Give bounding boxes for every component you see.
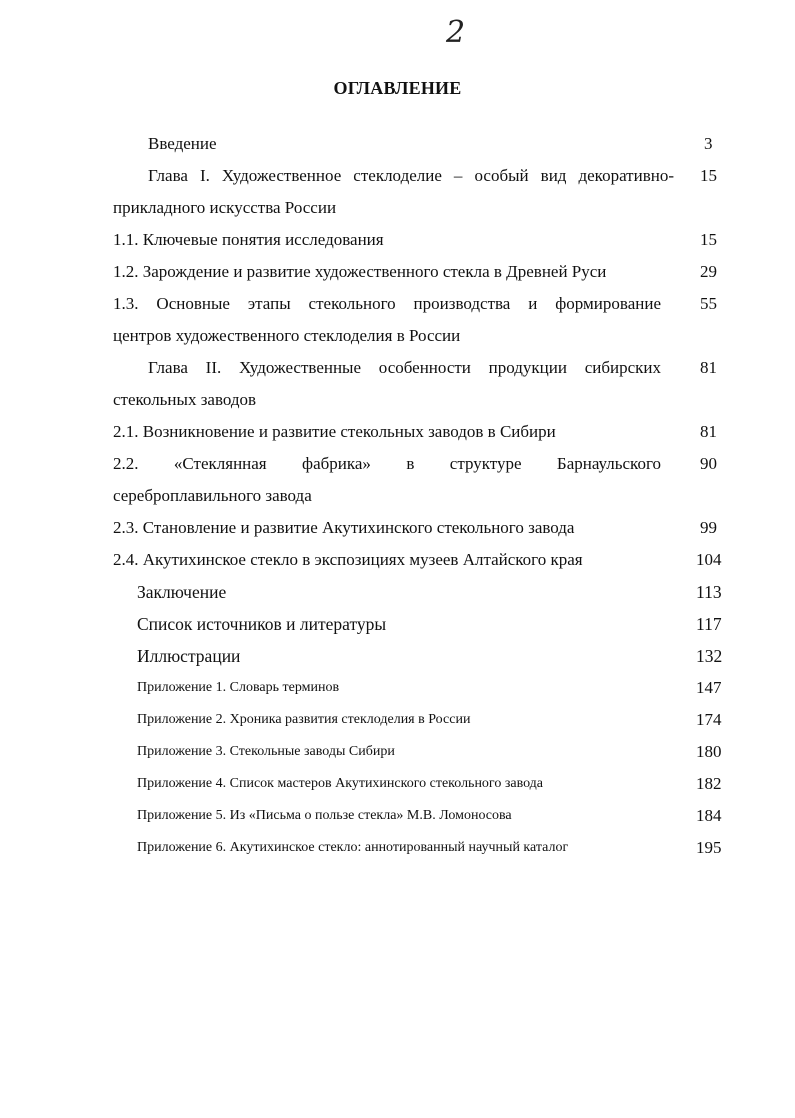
toc-entry-title: Приложение 5. Из «Письма о пользе стекла» М.В. Ломоносова bbox=[137, 808, 512, 823]
toc-entry-page: 132 bbox=[696, 646, 723, 666]
toc-entry-title-line2: стекольных заводов bbox=[113, 390, 257, 409]
toc-entry-title: Приложение 2. Хроника развития стеклоделия в России bbox=[137, 712, 471, 727]
toc-entry-title-line2: центров художественного стеклоделия в России bbox=[113, 326, 461, 345]
toc-entry-title-line1: 1.3. Основные этапы стекольного производства и формирование bbox=[113, 294, 661, 313]
toc-entry-title-line1: Глава I. Художественное стеклоделие – особый вид декоративно- bbox=[148, 166, 674, 185]
toc-entry-page: 180 bbox=[696, 742, 722, 761]
toc-entry-page: 81 bbox=[700, 358, 717, 377]
toc-entry-page: 99 bbox=[700, 518, 717, 537]
toc-entry-title: Приложение 6. Акутихинское стекло: аннотированный научный каталог bbox=[137, 840, 569, 855]
toc-entry-page: 90 bbox=[700, 454, 717, 473]
toc-entry-page: 174 bbox=[696, 710, 722, 729]
toc-entry-title: Заключение bbox=[137, 582, 227, 602]
toc-entry-title-line1: Глава II. Художественные особенности продукции сибирских bbox=[148, 358, 661, 377]
page-title: ОГЛАВЛЕНИЕ bbox=[333, 78, 462, 98]
toc-entry-page: 29 bbox=[700, 262, 717, 281]
toc-entry-title: Список источников и литературы bbox=[137, 614, 387, 634]
toc-entry-page: 195 bbox=[696, 838, 722, 857]
toc-entry-title: Введение bbox=[148, 134, 217, 153]
toc-entry-title: Приложение 1. Словарь терминов bbox=[137, 680, 340, 695]
toc-entry-title: Иллюстрации bbox=[137, 646, 241, 666]
toc-entry-page: 15 bbox=[700, 166, 717, 185]
toc-entry-page: 3 bbox=[704, 134, 713, 153]
toc-entry-page: 117 bbox=[696, 614, 722, 634]
toc-entry-page: 113 bbox=[696, 582, 722, 602]
toc-entry-title: Приложение 4. Список мастеров Акутихинского стекольного завода bbox=[137, 776, 544, 791]
toc-entry-title: 2.4. Акутихинское стекло в экспозициях музеев Алтайского края bbox=[113, 550, 583, 569]
toc-entry-page: 104 bbox=[696, 550, 722, 569]
toc-entry-title: 2.1. Возникновение и развитие стекольных заводов в Сибири bbox=[113, 422, 556, 441]
toc-entry-title: 2.3. Становление и развитие Акутихинского стекольного завода bbox=[113, 518, 575, 537]
toc-entry-page: 81 bbox=[700, 422, 717, 441]
toc-entry-page: 15 bbox=[700, 230, 717, 249]
toc-entry-title: 1.1. Ключевые понятия исследования bbox=[113, 230, 384, 249]
toc-entry-title-line2: сереброплавильного завода bbox=[113, 486, 312, 505]
handwritten-page-number: 2 bbox=[446, 15, 466, 50]
toc-entry-title-line2: прикладного искусства России bbox=[113, 198, 337, 217]
toc-entry-page: 55 bbox=[700, 294, 717, 313]
toc-entry-title: Приложение 3. Стекольные заводы Сибири bbox=[137, 744, 395, 759]
toc-entry-page: 147 bbox=[696, 678, 722, 697]
toc-entry-page: 184 bbox=[696, 806, 722, 825]
toc-entry-title-line1: 2.2. «Стеклянная фабрика» в структуре Барнаульского bbox=[113, 454, 661, 473]
toc-entry-page: 182 bbox=[696, 774, 722, 793]
toc-entry-title: 1.2. Зарождение и развитие художественного стекла в Древней Руси bbox=[113, 262, 607, 281]
